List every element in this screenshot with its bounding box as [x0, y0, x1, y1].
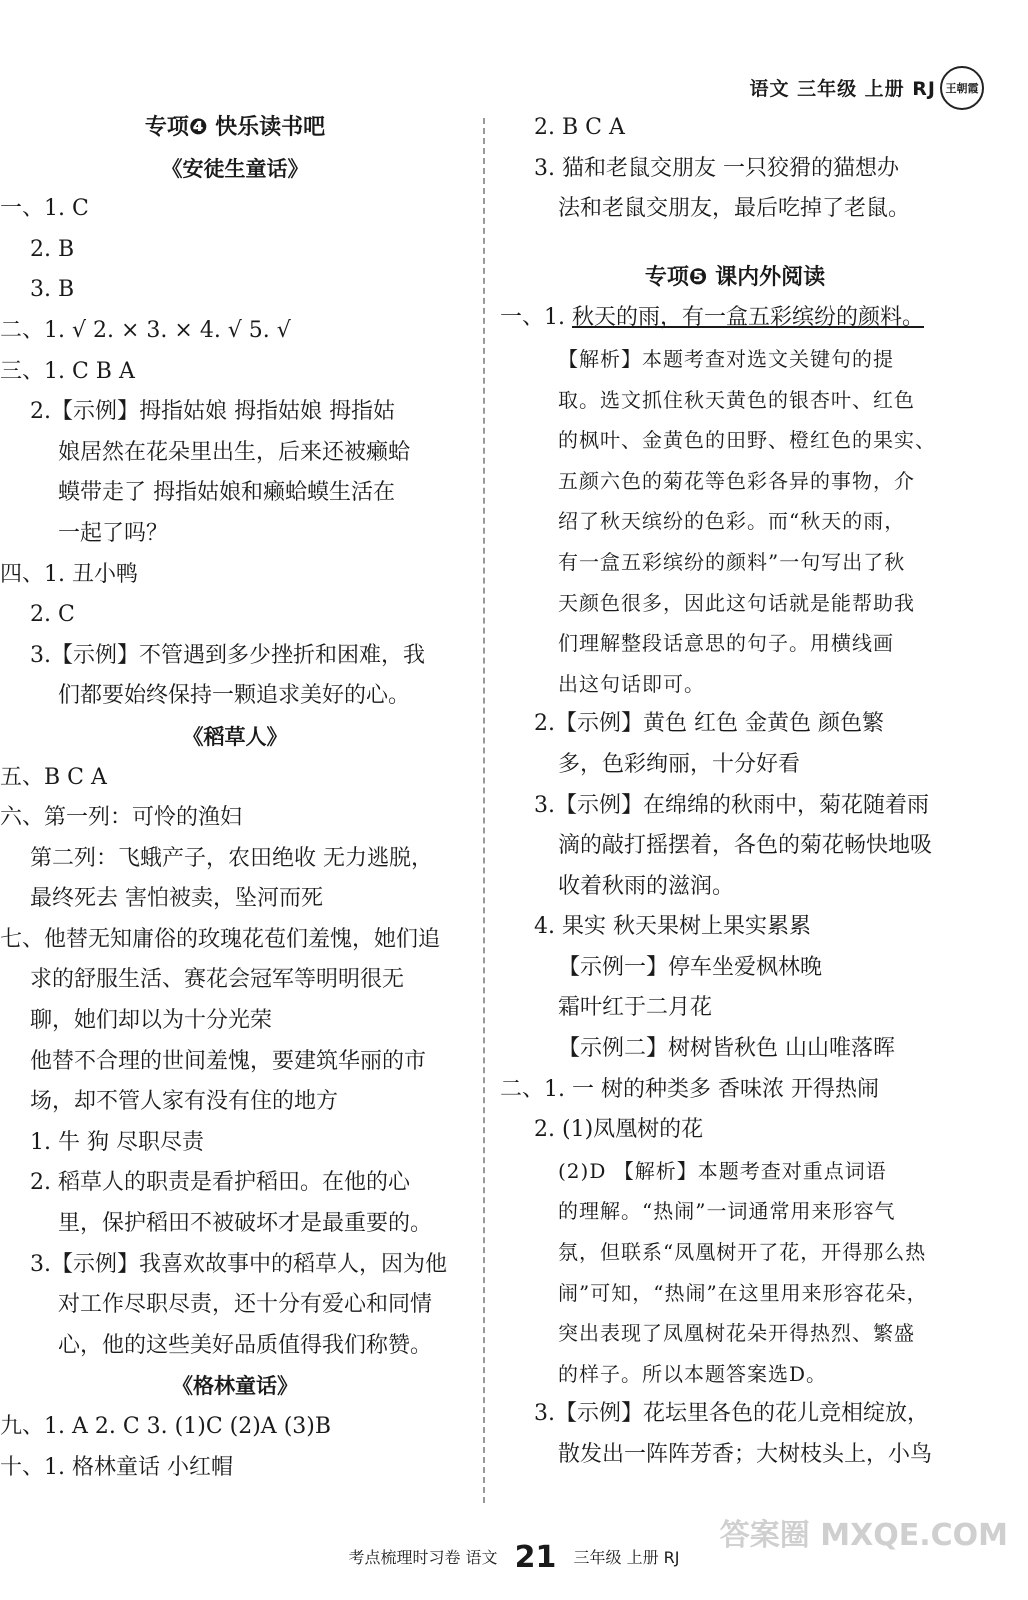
analysis-line: 取。选文抓住秋天黄色的银杏叶、红色: [558, 387, 915, 412]
answer-line: 场，却不管人家有没有住的地方: [30, 1089, 339, 1115]
answer-line: 第二列：飞蛾产子，农田绝收 无力逃脱，: [30, 845, 433, 871]
answer-line: 一起了吗？: [58, 520, 169, 546]
answer-line: 他替不合理的世间羞愧，要建筑华丽的市: [30, 1048, 427, 1074]
answer-line: 2.【示例】黄色 红色 金黄色 颜色繁: [534, 711, 884, 737]
answer-line: 五、B C A: [0, 764, 107, 790]
answer-line: 一、1. C: [0, 196, 89, 222]
answer-line: 【示例一】停车坐爱枫林晚: [558, 954, 823, 980]
answer-line: 滴的敲打摇摆着，各色的菊花畅快地吸: [558, 833, 933, 859]
analysis-line: 的样子。所以本题答案选D。: [558, 1361, 828, 1386]
answer-line: 3.【示例】在绵绵的秋雨中，菊花随着雨: [534, 792, 929, 818]
answer-line: 3.【示例】不管遇到多少挫折和困难，我: [30, 642, 425, 668]
footer-title: 考点梳理时习卷 语文: [348, 1548, 498, 1567]
answer-line: 收着秋雨的滋润。: [558, 873, 735, 899]
answer-line: 3. 猫和老鼠交朋友 一只狡猾的猫想办: [534, 155, 899, 181]
answer-line: 七、他替无知庸俗的玫瑰花苞们羞愧，她们追: [0, 926, 441, 952]
answer-line: 三、1. C B A: [0, 358, 135, 384]
analysis-line: 出这句话即可。: [558, 671, 705, 696]
analysis-line: 的理解。“热闹”一词通常用来形容气: [558, 1199, 896, 1224]
section-title-5: 专项❺ 课内外阅读: [644, 264, 826, 290]
answer-line: 2. B C A: [534, 115, 625, 140]
answer-line: 2. 稻草人的职责是看护稻田。在他的心: [30, 1170, 410, 1196]
answer-line: 3.【示例】花坛里各色的花儿竞相绽放，: [534, 1401, 929, 1427]
analysis-line: 【解析】本题考查对选文关键句的提: [558, 346, 894, 371]
analysis-line: 的枫叶、金黄色的田野、橙红色的果实、: [558, 428, 936, 453]
column-divider: [483, 118, 485, 1503]
answer-line: 2. B: [30, 236, 75, 262]
answer-line: 多，色彩绚丽，十分好看: [558, 751, 801, 777]
analysis-line: 闹”可知，“热闹”在这里用来形容花朵，: [558, 1280, 928, 1305]
answer-line: 3.【示例】我喜欢故事中的稻草人，因为他: [30, 1251, 447, 1277]
publisher-logo: 王朝霞: [940, 66, 984, 110]
analysis-line: 有一盒五彩缤纷的颜料”一句写出了秋: [558, 549, 906, 574]
analysis-line: 绍了秋天缤纷的色彩。而“秋天的雨，: [558, 509, 906, 534]
analysis-line: (2)D 【解析】本题考查对重点词语: [558, 1158, 887, 1183]
answer-line: 娘居然在花朵里出生，后来还被癞蛤: [58, 439, 411, 465]
answer-line: 【示例二】树树皆秋色 山山唯落晖: [558, 1036, 895, 1062]
watermark: 答案圈 MXQE.COM: [719, 1518, 1008, 1553]
answer-line: 聊，她们却以为十分光荣: [30, 1008, 273, 1034]
answer-line: 2.【示例】拇指姑娘 拇指姑娘 拇指姑: [30, 399, 395, 425]
answer-line: 4. 果实 秋天果树上果实累累: [534, 914, 811, 940]
analysis-line: 五颜六色的菊花等色彩各异的事物，介: [558, 468, 915, 493]
analysis-line: 突出表现了凤凰树花朵开得热烈、繁盛: [558, 1321, 915, 1346]
answer-line: 求的舒服生活、赛花会冠军等明明很无: [30, 967, 405, 993]
answer-line: 散发出一阵阵芳香；大树枝头上，小鸟: [558, 1442, 933, 1467]
answer-line: [500, 298, 970, 339]
answer-line: 对工作尽职尽责，还十分有爱心和同情: [58, 1292, 433, 1318]
answer-line: 2. (1)凤凰树的花: [534, 1117, 704, 1143]
book-title-andersen: 《安徒生童话》: [161, 156, 309, 181]
analysis-line: 们理解整段话意思的句子。用横线画: [558, 631, 894, 656]
page-number: 21: [514, 1540, 557, 1575]
answer-line: 2. C: [30, 602, 75, 628]
section-title-4: 专项❹ 快乐读书吧: [144, 115, 326, 140]
left-column: [0, 108, 470, 1488]
answer-line: 最终死去 害怕被卖，坠河而死: [30, 886, 323, 912]
answer-line: 心，他的这些美好品质值得我们称赞。: [58, 1332, 433, 1358]
analysis-line: 天颜色很多，因此这句话就是能帮助我: [558, 590, 915, 615]
underlined-answer: 秋天的雨，有一盒五彩缤纷的颜料。: [571, 305, 924, 331]
right-column: [500, 108, 970, 1476]
answer-line: 六、第一列：可怜的渔妇: [0, 805, 243, 831]
answer-line: 3. B: [30, 277, 75, 303]
answer-line: 四、1. 丑小鸭: [0, 561, 138, 587]
answer-line: 二、1. 一 树的种类多 香味浓 开得热闹: [500, 1076, 879, 1102]
answer-line: 1. 牛 狗 尽职尽责: [30, 1129, 204, 1155]
answer-line: 霜叶红于二月花: [558, 995, 713, 1021]
answer-line: 里，保护稻田不被破坏才是最重要的。: [58, 1211, 433, 1237]
book-title-grimm: 《格林童话》: [172, 1374, 298, 1399]
answer-line: 九、1. A 2. C 3. (1)C (2)A (3)B: [0, 1414, 332, 1439]
answer-line: 蟆带走了 拇指姑娘和癞蛤蟆生活在: [58, 480, 395, 506]
answer-line: 十、1. 格林童话 小红帽: [0, 1454, 233, 1480]
question-number: 一、1.: [500, 305, 572, 331]
footer-grade: 三年级 上册 RJ: [573, 1548, 680, 1567]
analysis-line: 氛，但联系“凤凰树开了花，开得那么热: [558, 1240, 927, 1265]
answer-line: 们都要始终保持一颗追求美好的心。: [58, 683, 411, 709]
book-title-scarecrow: 《稻草人》: [182, 724, 288, 749]
answer-line: 二、1. √ 2. × 3. × 4. √ 5. √: [0, 317, 291, 343]
answer-line: 法和老鼠交朋友，最后吃掉了老鼠。: [558, 196, 911, 222]
running-header: 语文 三年级 上册 RJ: [749, 78, 936, 100]
